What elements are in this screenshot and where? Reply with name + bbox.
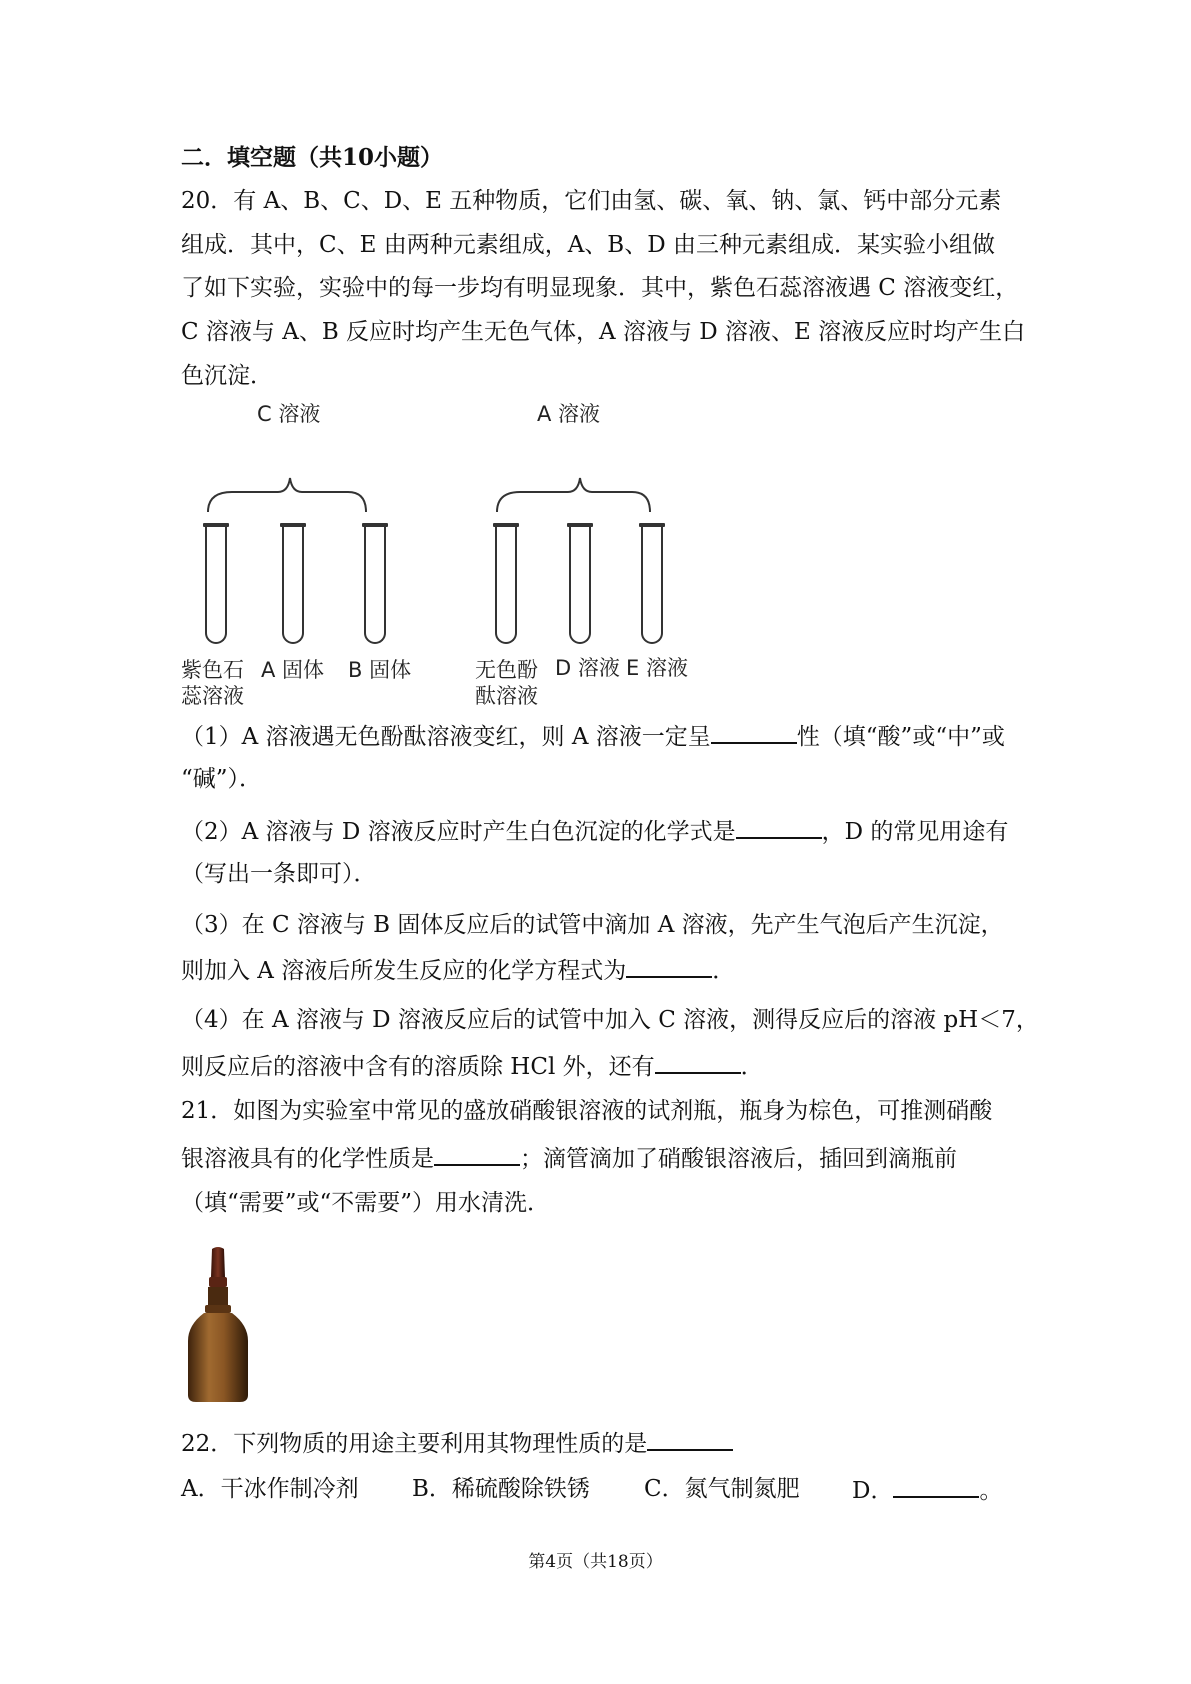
answer-blank[interactable] [647, 1427, 733, 1451]
option-d-label: D． [852, 1478, 894, 1504]
q20-part3-line2 [181, 954, 1021, 986]
answer-blank[interactable] [711, 720, 797, 744]
q20-part4-text: 则反应后的溶液中含有的溶质除 HCl 外，还有 [181, 1054, 655, 1080]
test-tube-phenolphthalein [495, 526, 517, 644]
q20-line-1: 20．有 A、B、C、D、E 五种物质，它们由氢、碳、氧、钠、氯、钙中部分元素 [181, 188, 1002, 214]
option-a[interactable]: A．干冰作制冷剂 [181, 1476, 359, 1502]
answer-blank[interactable] [736, 815, 822, 839]
q20-part2-line2: （写出一条即可）． [181, 861, 377, 887]
q20-part3-text-end: ． [712, 958, 736, 984]
dropper-bulb [211, 1247, 225, 1277]
tube-label-phenol-2: 酞溶液 [475, 684, 538, 708]
right-group-label: A 溶液 [537, 402, 601, 426]
dropper-collar [209, 1277, 227, 1287]
q22-stem-text: 22．下列物质的用途主要利用其物理性质的是 [181, 1431, 648, 1457]
left-group-label: C 溶液 [257, 402, 321, 426]
answer-blank[interactable] [434, 1142, 520, 1166]
q21-line-2 [181, 1142, 1021, 1174]
right-brace [497, 478, 650, 512]
q20-part4-text-end: ． [740, 1054, 764, 1080]
test-tube-b-solid [364, 526, 386, 644]
q21-line-3: （填“需要”或“不需要”）用水清洗． [181, 1190, 551, 1216]
q20-part3-line1: （3）在 C 溶液与 B 固体反应后的试管中滴加 A 溶液，先产生气泡后产生沉淀， [181, 912, 1004, 938]
test-tube-a-solid [282, 526, 304, 644]
q20-part2-text: （2）A 溶液与 D 溶液反应时产生白色沉淀的化学式是 [181, 819, 736, 845]
section-title: 二．填空题（共10小题） [181, 144, 444, 171]
tube-label-phenol-1: 无色酚 [475, 658, 538, 682]
bottle-neck-ring [205, 1305, 231, 1313]
left-brace [208, 478, 366, 512]
answer-blank[interactable] [893, 1474, 979, 1498]
option-d[interactable] [852, 1474, 1002, 1506]
q20-part4-line1: （4）在 A 溶液与 D 溶液反应后的试管中加入 C 溶液，测得反应后的溶液 pH＜7， [181, 1007, 1039, 1033]
q20-line-4: C 溶液与 A、B 反应时均产生无色气体，A 溶液与 D 溶液、E 溶液反应时均产生白 [181, 319, 1026, 345]
q20-part2-text-end: ，D 的常见用途有 [821, 819, 1009, 845]
tube-label-a-solid: A 固体 [261, 658, 325, 682]
option-d-end: 。 [979, 1478, 1003, 1504]
q20-part1-line1 [181, 720, 1021, 752]
tube-label-e-solution: E 溶液 [626, 656, 688, 680]
q21-line-1: 21．如图为实验室中常见的盛放硝酸银溶液的试剂瓶，瓶身为棕色，可推测硝酸 [181, 1098, 993, 1124]
q20-line-3: 了如下实验，实验中的每一步均有明显现象．其中，紫色石蕊溶液遇 C 溶液变红， [181, 275, 1019, 301]
tube-label-litmus-1: 紫色石 [181, 658, 244, 682]
q20-part1-line2: “碱”）． [181, 766, 263, 792]
q20-part1-text: （1）A 溶液遇无色酚酞溶液变红，则 A 溶液一定呈 [181, 724, 711, 750]
test-tube-litmus [205, 526, 227, 644]
answer-blank[interactable] [626, 954, 712, 978]
answer-blank[interactable] [655, 1050, 741, 1074]
option-c[interactable]: C．氮气制氮肥 [644, 1476, 800, 1502]
q21-text: 银溶液具有的化学性质是 [181, 1146, 434, 1172]
q20-line-2: 组成．其中，C、E 由两种元素组成，A、B、D 由三种元素组成．某实验小组做 [181, 232, 995, 258]
q20-line-5: 色沉淀． [181, 363, 273, 389]
q20-part4-line2 [181, 1050, 1021, 1082]
q21-text-end: ；滴管滴加了硝酸银溶液后，插回到滴瓶前 [520, 1146, 957, 1172]
tube-label-d-solution: D 溶液 [555, 656, 620, 680]
bottle-neck [208, 1287, 228, 1307]
brace-lines [0, 0, 1191, 540]
tube-label-litmus-2: 蕊溶液 [181, 684, 244, 708]
bottle-body [188, 1313, 248, 1402]
test-tube-e-solution [641, 526, 663, 644]
option-b[interactable]: B．稀硫酸除铁锈 [412, 1476, 590, 1502]
brown-reagent-bottle-image [182, 1245, 254, 1405]
q20-part2-line1 [181, 815, 1021, 847]
tube-label-b-solid: B 固体 [348, 658, 412, 682]
q20-part3-text: 则加入 A 溶液后所发生反应的化学方程式为 [181, 958, 627, 984]
q20-part1-text-end: 性（填“酸”或“中”或 [796, 724, 1005, 750]
test-tube-d-solution [569, 526, 591, 644]
q22-stem [181, 1427, 1021, 1459]
page-footer: 第4页（共18页） [528, 1552, 663, 1572]
